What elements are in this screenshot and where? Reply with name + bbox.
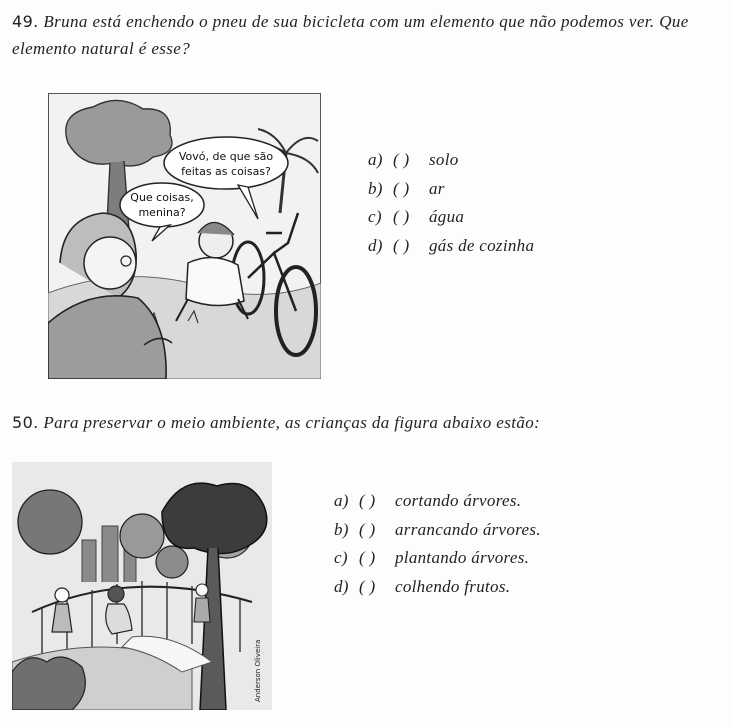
question-50-options [334,487,541,601]
q50-option-a-text: cortando árvores. [395,491,522,511]
q50-option-d[interactable] [334,573,541,602]
q49-option-d-letter: d) [368,235,383,255]
q49-option-b[interactable] [368,175,534,204]
q50-option-b-checkbox[interactable]: ( ) [359,519,376,539]
q49-option-a[interactable] [368,146,534,175]
q50-option-b-text: arrancando árvores. [395,519,541,539]
q50-option-b[interactable] [334,516,541,545]
q49-option-c-letter: c) [368,207,382,227]
bubble-girl-line-2: feitas as coisas? [181,165,271,178]
question-50-statement: Para preservar o meio ambiente, as crianças da figura abaixo estão: [43,413,541,432]
bubble-grandma-line-2: menina? [138,206,186,219]
q50-option-d-letter: d) [334,576,349,596]
q49-option-c-text: água [429,207,465,227]
q49-option-c-checkbox[interactable]: ( ) [393,207,410,227]
question-50-illustration [12,462,272,710]
q49-option-d-checkbox[interactable]: ( ) [393,235,410,255]
q50-option-a-letter: a) [334,491,349,511]
q49-option-d[interactable] [368,232,534,261]
question-50-text [12,409,724,436]
question-49-illustration [48,93,321,379]
q50-option-a[interactable] [334,487,541,516]
q50-option-a-checkbox[interactable]: ( ) [359,491,376,511]
question-49-statement: Bruna está enchendo o pneu de sua bicicleta com um elemento que não podemos ver. Que elemento natural é esse? [12,12,689,58]
q50-option-d-checkbox[interactable]: ( ) [359,576,376,596]
q49-option-c[interactable] [368,203,534,232]
bubble-girl-line-1: Vovó, de que são [178,150,274,163]
bubble-grandma-line-1: Que coisas, [130,191,194,204]
question-50-number: 50. [12,413,39,432]
question-49-number: 49. [12,12,39,31]
q50-option-d-text: colhendo frutos. [395,576,511,596]
question-49-options [368,146,534,260]
q49-option-a-checkbox[interactable]: ( ) [393,150,410,170]
q49-option-b-text: ar [429,178,445,198]
q50-option-c[interactable] [334,544,541,573]
q49-option-b-checkbox[interactable]: ( ) [393,178,410,198]
q50-option-c-checkbox[interactable]: ( ) [359,548,376,568]
q49-option-b-letter: b) [368,178,383,198]
image-credit: Anderson Oliveira [254,639,262,702]
q50-option-b-letter: b) [334,519,349,539]
q50-option-c-text: plantando árvores. [395,548,530,568]
q49-option-d-text: gás de cozinha [429,235,535,255]
question-49-text [12,8,724,62]
q49-option-a-text: solo [429,150,459,170]
q50-option-c-letter: c) [334,548,348,568]
q49-option-a-letter: a) [368,150,383,170]
